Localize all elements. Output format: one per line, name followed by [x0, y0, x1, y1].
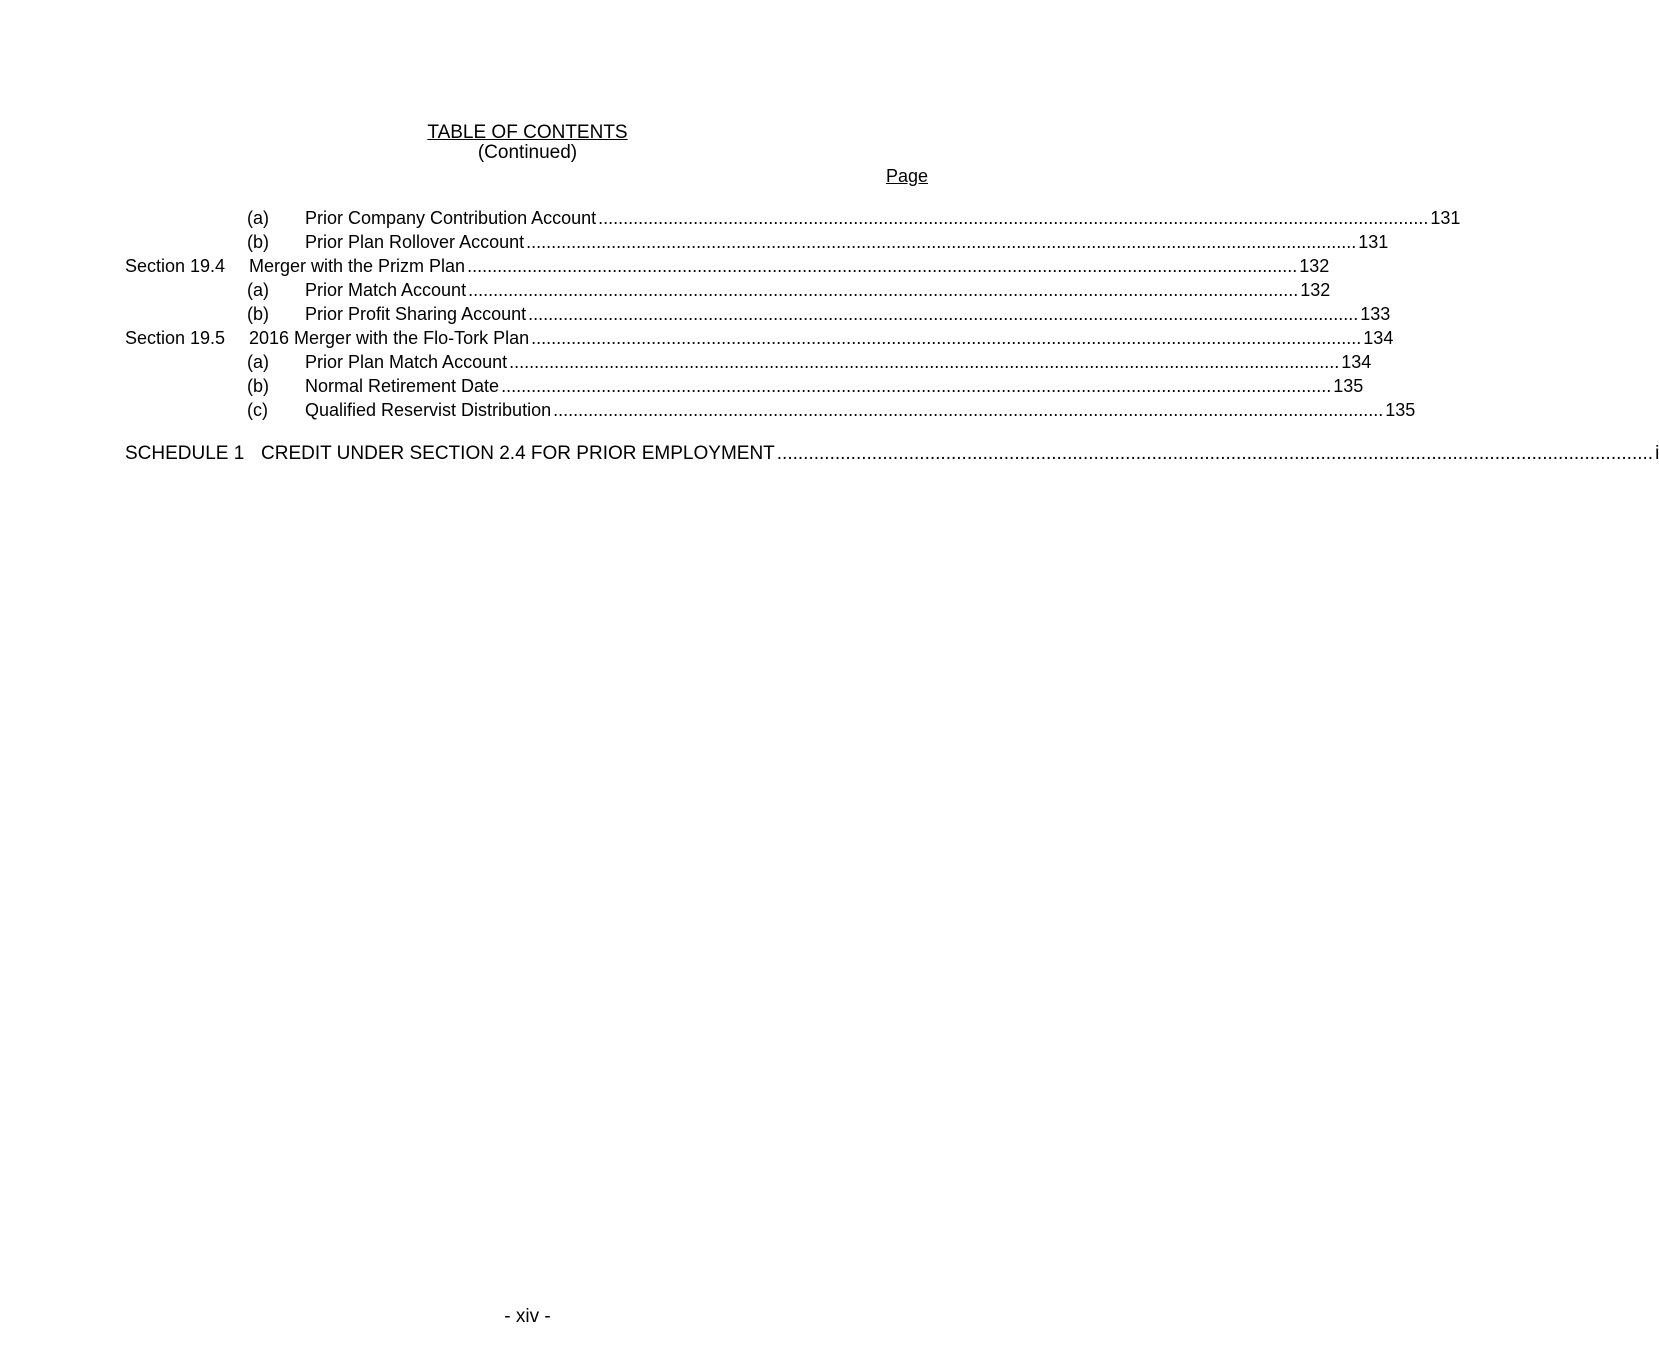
toc-page-number: 134	[1363, 328, 1394, 348]
toc-page-number: 135	[1385, 400, 1416, 420]
toc-entry[interactable]	[0, 278, 1331, 302]
toc-entry-text: 2016 Merger with the Flo-Tork Plan	[249, 328, 530, 348]
page-column-label: Page	[885, 166, 928, 186]
toc-entry-text: Prior Plan Match Account	[305, 352, 508, 372]
toc-marker: (b)	[247, 376, 269, 396]
toc-page-number: 131	[1358, 232, 1389, 252]
toc-marker: (a)	[247, 208, 269, 228]
toc-marker: Section 19.5	[125, 328, 226, 348]
toc-entry[interactable]	[0, 374, 1364, 398]
leader-dots: ......................................................................................................................................................................	[776, 443, 1654, 464]
toc-entry[interactable]	[0, 230, 1389, 254]
toc-marker: (c)	[247, 400, 268, 420]
leader-dots: ......................................................................................................................................................................	[531, 328, 1362, 348]
toc-entry[interactable]	[0, 326, 1394, 350]
toc-entry-text: Normal Retirement Date	[305, 376, 500, 396]
toc-page-number: 131	[1430, 208, 1461, 228]
toc-title-block	[0, 123, 1055, 163]
toc-page-number: 134	[1341, 352, 1372, 372]
toc-entry-text: Prior Match Account	[305, 280, 467, 300]
toc-entry-text: Prior Plan Rollover Account	[305, 232, 525, 252]
toc-page-number: 133	[1360, 304, 1391, 324]
page-title: TABLE OF CONTENTS	[427, 122, 628, 143]
toc-marker: Section 19.4	[125, 256, 226, 276]
leader-dots: ......................................................................................................................................................................	[526, 232, 1357, 252]
leader-dots: ......................................................................................................................................................................	[598, 208, 1429, 228]
toc-entry-text: Merger with the Prizm Plan	[249, 256, 466, 276]
toc-page-number: 132	[1299, 256, 1330, 276]
schedule-page-number: i	[1655, 443, 1659, 464]
toc-marker: (a)	[247, 280, 269, 300]
leader-dots: ......................................................................................................................................................................	[509, 352, 1340, 372]
schedule-marker: SCHEDULE 1	[125, 443, 245, 464]
toc-entry[interactable]	[0, 350, 1372, 374]
toc-entry-text: Prior Profit Sharing Account	[305, 304, 527, 324]
toc-marker: (a)	[247, 352, 269, 372]
toc-entry[interactable]	[0, 398, 1416, 422]
leader-dots: ......................................................................................................................................................................	[468, 280, 1299, 300]
toc-page-number: 132	[1300, 280, 1331, 300]
schedule-entry-text: CREDIT UNDER SECTION 2.4 FOR PRIOR EMPLOYMENT	[261, 443, 775, 464]
toc-entry[interactable]	[0, 206, 1461, 230]
toc-marker: (b)	[247, 304, 269, 324]
leader-dots: ......................................................................................................................................................................	[528, 304, 1359, 324]
toc-marker: (b)	[247, 232, 269, 252]
toc-entry[interactable]	[0, 254, 1330, 278]
toc-entry[interactable]	[0, 302, 1391, 326]
page-footer-number: - xiv -	[504, 1306, 551, 1327]
leader-dots: ......................................................................................................................................................................	[501, 376, 1332, 396]
leader-dots: ......................................................................................................................................................................	[553, 400, 1384, 420]
toc-entry-text: Prior Company Contribution Account	[305, 208, 597, 228]
page-subtitle: (Continued)	[477, 142, 578, 163]
leader-dots: ......................................................................................................................................................................	[467, 256, 1298, 276]
toc-entry-text: Qualified Reservist Distribution	[305, 400, 552, 420]
toc-schedule-entry[interactable]	[0, 442, 1659, 466]
toc-page-number: 135	[1333, 376, 1364, 396]
